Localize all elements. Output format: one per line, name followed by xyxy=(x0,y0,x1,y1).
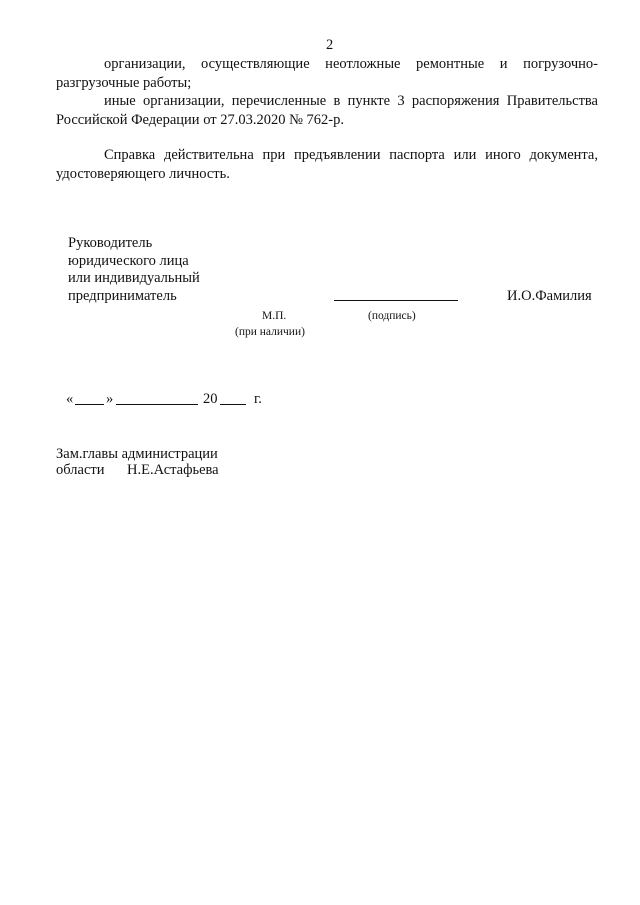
paragraph-3-line-2: удостоверяющего личность. xyxy=(56,166,230,182)
date-day-blank xyxy=(75,404,104,405)
paragraph-2-line-1: иные организации, перечисленные в пункте 3 распоряжения Правительства xyxy=(104,93,598,109)
paragraph-1-line-2: разгрузочные работы; xyxy=(56,75,192,91)
signatory-title-line-3: или индивидуальный xyxy=(68,270,200,286)
date-year-prefix: 20 xyxy=(203,391,218,407)
signature-line xyxy=(334,300,458,301)
date-year-suffix: г. xyxy=(254,391,262,407)
approval-region: области xyxy=(56,462,105,478)
stamp-note: (при наличии) xyxy=(235,326,305,338)
signatory-title-line-1: Руководитель xyxy=(68,235,153,251)
date-close-quote: » xyxy=(106,391,114,407)
date-month-blank xyxy=(116,404,198,405)
paragraph-2-line-2: Российской Федерации от 27.03.2020 № 762-р. xyxy=(56,112,344,128)
page-number: 2 xyxy=(326,37,334,53)
approval-signer-name: Н.Е.Астафьева xyxy=(127,462,219,478)
date-open-quote: « xyxy=(66,391,74,407)
signatory-name: И.О.Фамилия xyxy=(507,288,592,304)
date-year-blank xyxy=(220,404,246,405)
signature-label: (подпись) xyxy=(368,310,416,322)
approval-position: Зам.главы администрации xyxy=(56,446,218,462)
paragraph-1-line-1: организации, осуществляющие неотложные ремонтные и погрузочно- xyxy=(104,56,598,72)
signatory-title-line-2: юридического лица xyxy=(68,253,189,269)
signatory-title-line-4: предприниматель xyxy=(68,288,177,304)
stamp-label: М.П. xyxy=(262,310,287,322)
paragraph-3-line-1: Справка действительна при предъявлении паспорта или иного документа, xyxy=(104,147,598,163)
